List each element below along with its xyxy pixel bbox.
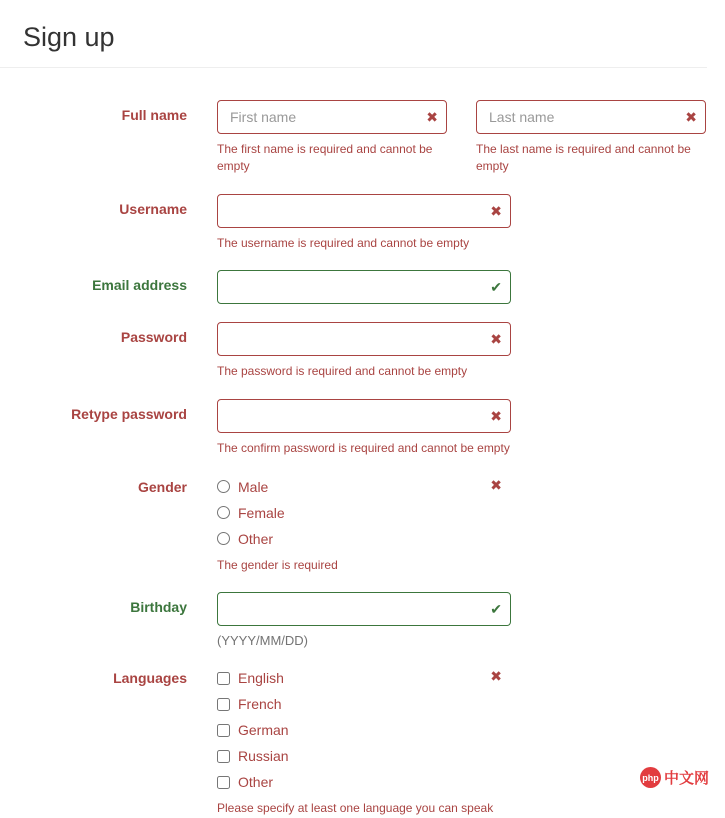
language-checkbox-french[interactable] xyxy=(217,698,230,711)
gender-radio-male[interactable] xyxy=(217,480,230,493)
language-option-label: German xyxy=(238,722,289,739)
gender-options xyxy=(217,475,511,574)
gender-error-text: The gender is required xyxy=(217,557,338,572)
gender-option-label: Female xyxy=(238,504,285,521)
language-option-label: French xyxy=(238,696,282,713)
language-checkbox-german[interactable] xyxy=(217,724,230,737)
password-error-text: The password is required and cannot be empty xyxy=(217,364,468,379)
php-logo-icon: php xyxy=(640,767,661,788)
last-name-error-icon: ✖ xyxy=(685,109,697,125)
title-divider xyxy=(0,67,707,68)
site-logo-text: 中文网 xyxy=(663,770,709,787)
languages-row xyxy=(0,666,707,817)
password-input[interactable] xyxy=(217,322,511,356)
username-label: Username xyxy=(119,200,187,217)
gender-option-label: Other xyxy=(238,530,274,547)
first-name-input[interactable] xyxy=(217,100,447,134)
first-name-error-icon: ✖ xyxy=(426,109,438,125)
gender-label: Gender xyxy=(137,478,187,495)
retype-password-input[interactable] xyxy=(217,399,511,433)
birthday-format-hint: (YYYY/MM/DD) xyxy=(217,633,308,649)
email-success-icon: ✔ xyxy=(490,279,502,296)
language-option-russian[interactable] xyxy=(217,748,511,764)
language-option-label: Russian xyxy=(238,748,289,765)
language-option-other[interactable] xyxy=(217,774,511,790)
email-label: Email address xyxy=(92,277,187,294)
birthday-input[interactable] xyxy=(217,592,511,626)
gender-radio-other[interactable] xyxy=(217,532,230,545)
username-input[interactable] xyxy=(217,194,511,228)
email-input[interactable] xyxy=(217,270,511,304)
language-option-english[interactable] xyxy=(217,670,511,686)
language-options xyxy=(217,666,511,817)
site-logo xyxy=(640,767,709,788)
full-name-label: Full name xyxy=(121,107,187,123)
gender-error-icon: ✖ xyxy=(490,476,502,493)
retype-password-error-text: The confirm password is required and cannot be empty xyxy=(217,440,510,455)
gender-option-other[interactable] xyxy=(217,531,511,547)
password-row xyxy=(0,322,707,380)
birthday-success-icon: ✔ xyxy=(490,601,502,618)
password-label: Password xyxy=(120,329,187,346)
language-checkbox-english[interactable] xyxy=(217,672,230,685)
gender-row xyxy=(0,475,707,574)
languages-error-text: Please specify at least one language you can speak xyxy=(217,801,494,816)
language-option-label: English xyxy=(238,670,284,687)
birthday-label: Birthday xyxy=(130,599,187,616)
page-title: Sign up xyxy=(23,22,115,52)
language-option-label: Other xyxy=(238,774,274,791)
last-name-error-text: The last name is required and cannot be empty xyxy=(476,142,691,174)
username-error-icon: ✖ xyxy=(490,202,502,219)
language-checkbox-other[interactable] xyxy=(217,776,230,789)
retype-password-label: Retype password xyxy=(71,405,187,422)
retype-password-error-icon: ✖ xyxy=(490,407,502,424)
language-checkbox-russian[interactable] xyxy=(217,750,230,763)
username-row xyxy=(0,194,707,252)
email-row xyxy=(0,270,707,304)
username-error-text: The username is required and cannot be empty xyxy=(217,235,470,250)
languages-error-icon: ✖ xyxy=(490,668,502,685)
signup-form xyxy=(0,100,707,818)
gender-option-label: Male xyxy=(238,478,269,495)
gender-option-male[interactable] xyxy=(217,476,511,495)
languages-label: Languages xyxy=(113,670,187,687)
gender-radio-female[interactable] xyxy=(217,506,230,519)
language-option-french[interactable] xyxy=(217,696,511,712)
password-error-icon: ✖ xyxy=(490,331,502,348)
retype-password-row xyxy=(0,399,707,457)
gender-option-female[interactable] xyxy=(217,505,511,521)
birthday-row xyxy=(0,592,707,648)
first-name-error-text: The first name is required and cannot be empty xyxy=(217,142,433,174)
last-name-input[interactable] xyxy=(476,100,706,134)
full-name-row xyxy=(0,100,707,176)
language-option-german[interactable] xyxy=(217,722,511,738)
